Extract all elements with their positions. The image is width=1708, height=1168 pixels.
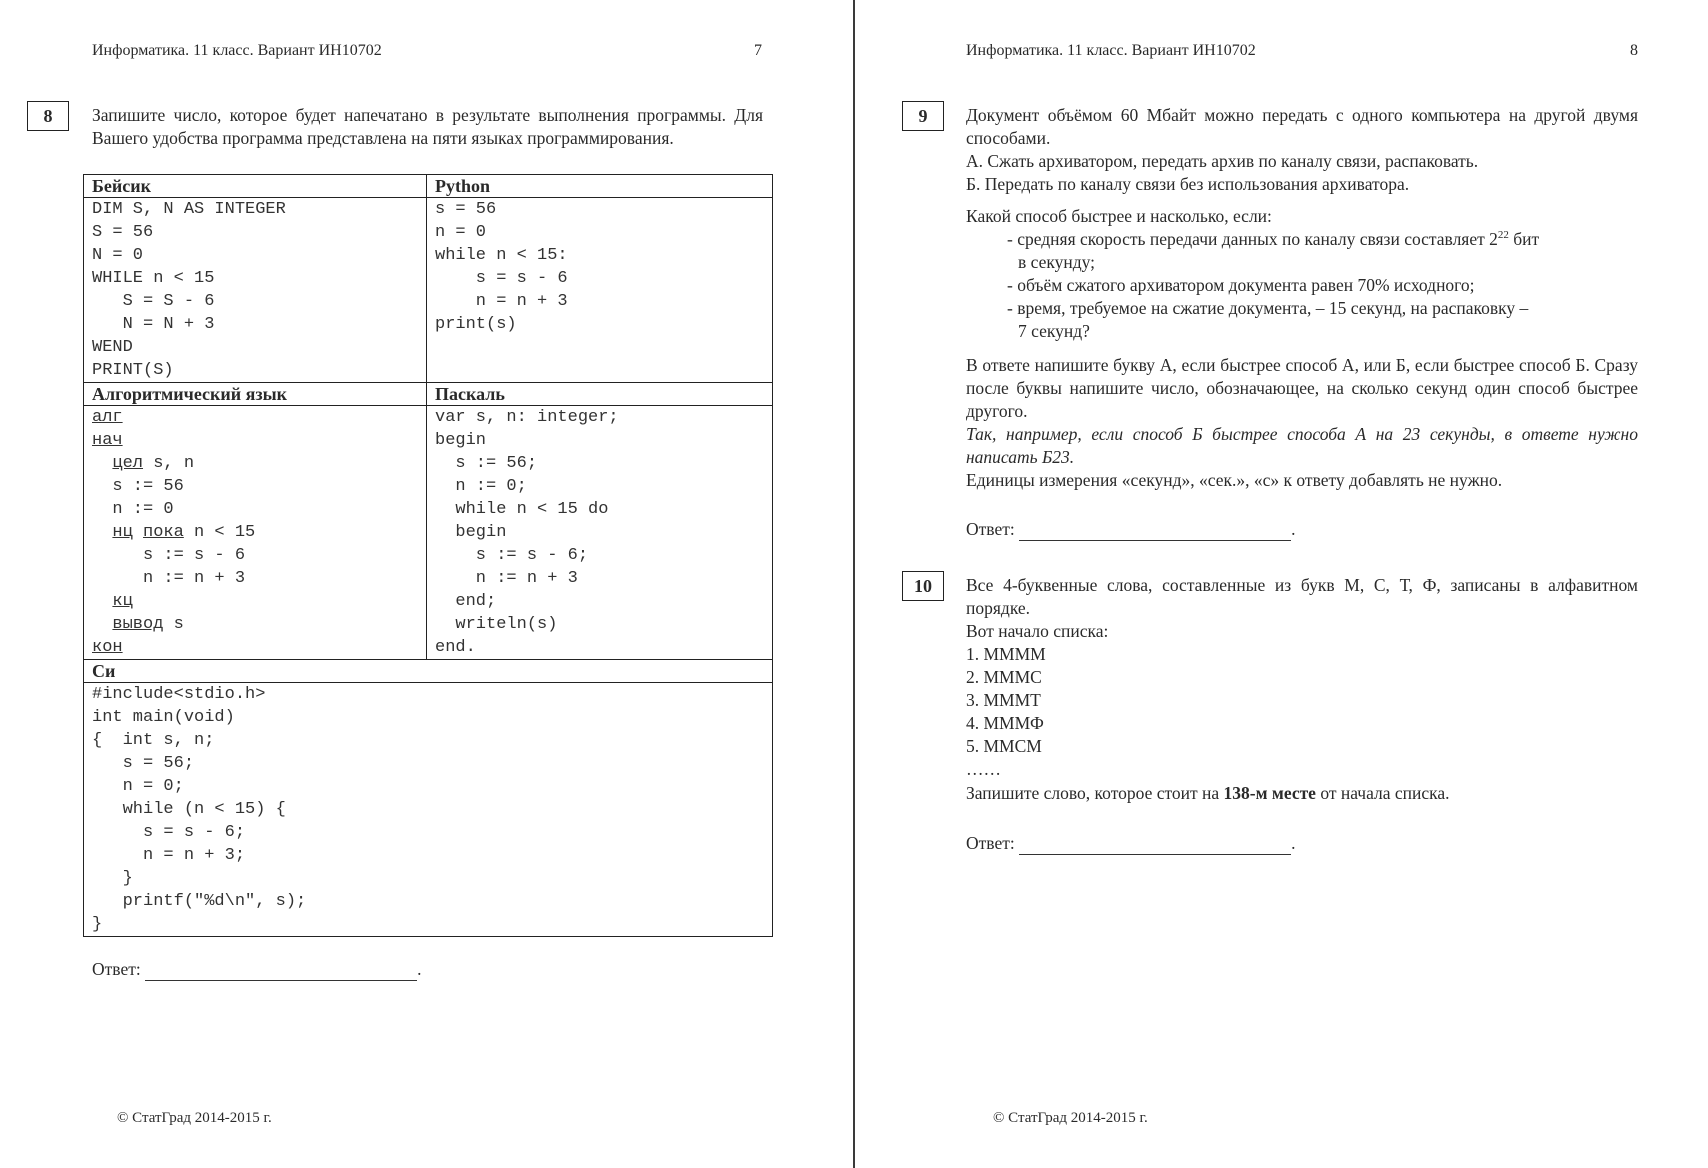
answer-instructions: В ответе напишите букву А, если быстрее способ А, или Б, если быстрее способ Б. Сразу после буквы напишите число, обозначающее, на сколько секунд один способ быстрее другого. — [966, 355, 1638, 421]
code-line: { int s, n; — [92, 731, 215, 750]
code-line: s = s - 6 — [435, 269, 568, 288]
list-item: 5. ММСМ — [966, 736, 1042, 756]
code-line: end; — [435, 592, 497, 611]
code-line: s = 56; — [92, 754, 195, 773]
keyword: нач — [92, 431, 123, 450]
code-line: n := 0 — [92, 500, 174, 519]
answer-field[interactable] — [145, 962, 417, 981]
answer-field[interactable] — [1019, 836, 1291, 855]
code-line: s := 56 — [92, 477, 184, 496]
code-line: } — [92, 915, 103, 934]
question-emphasis: 138-м месте — [1223, 783, 1316, 803]
answer-label: Ответ: — [92, 959, 141, 979]
algo-code — [84, 406, 427, 660]
list-item: 3. МММТ — [966, 690, 1041, 710]
code-text: n < 15 — [183, 523, 256, 542]
code-line: begin — [435, 431, 487, 450]
condition-time: - время, требуемое на сжатие документа, – 15 секунд, на распаковку – — [1007, 298, 1529, 318]
code-line: s = s - 6; — [92, 823, 246, 842]
code-line — [92, 613, 418, 636]
code-line: #include<stdio.h> — [92, 685, 266, 704]
code-line: S = S - 6 — [92, 292, 215, 311]
code-line — [92, 590, 418, 613]
answer-end: . — [1291, 833, 1296, 853]
code-line: s = 56 — [435, 200, 497, 219]
code-line: DIM S, N AS INTEGER — [92, 200, 286, 219]
code-line: n := n + 3 — [92, 569, 246, 588]
answer-label: Ответ: — [966, 833, 1015, 853]
code-line: WEND — [92, 338, 133, 357]
task-number-box: 10 — [902, 571, 944, 601]
code-line: n = n + 3; — [92, 846, 246, 865]
condition-text: бит — [1508, 229, 1540, 249]
answer-label: Ответ: — [966, 519, 1015, 539]
code-line: while (n < 15) { — [92, 800, 286, 819]
code-line: printf("%d\n", s); — [92, 892, 307, 911]
list-item: 2. МММС — [966, 667, 1042, 687]
algo-title: Алгоритмический язык — [84, 383, 427, 406]
condition-text: - средняя скорость передачи данных по каналу связи составляет 2 — [1007, 229, 1498, 249]
c-code — [84, 683, 773, 937]
list-ellipsis: …… — [966, 759, 1001, 779]
code-line — [92, 521, 418, 544]
code-line — [92, 452, 418, 475]
code-line: WHILE n < 15 — [92, 269, 215, 288]
code-line — [92, 429, 418, 452]
keyword: пока — [143, 523, 184, 542]
question-text: Запишите слово, которое стоит на — [966, 783, 1224, 803]
list-intro: Вот начало списка: — [966, 621, 1109, 641]
page-header: Информатика. 11 класс. Вариант ИН10702 — [966, 42, 1256, 59]
task-number-box: 8 — [27, 101, 69, 131]
python-code — [427, 198, 773, 383]
basic-title: Бейсик — [84, 175, 427, 198]
task-question: Какой способ быстрее и насколько, если: — [966, 206, 1272, 226]
condition-size: - объём сжатого архиватором документа равен 70% исходного; — [1007, 275, 1475, 295]
task-text: Все 4-буквенные слова, составленные из букв М, С, Т, Ф, записаны в алфавитном порядке. — [966, 575, 1638, 618]
code-line: s := 56; — [435, 454, 538, 473]
code-table — [83, 174, 773, 937]
answer-field[interactable] — [1019, 522, 1291, 541]
units-note: Единицы измерения «секунд», «сек.», «с» к ответу добавлять не нужно. — [966, 470, 1503, 490]
code-text: s — [163, 615, 184, 634]
page-number: 8 — [1630, 42, 1638, 59]
code-line: begin — [435, 523, 507, 542]
code-line — [92, 406, 418, 429]
c-title: Си — [84, 660, 773, 683]
pascal-code — [427, 406, 773, 660]
code-line: print(s) — [435, 315, 517, 334]
task-text: Запишите число, которое будет напечатано в результате выполнения программы. Для Вашего удобства программа представлена на пяти языках программирования. — [92, 105, 763, 148]
code-line: N = N + 3 — [92, 315, 215, 334]
code-text: s, n — [143, 454, 195, 473]
list-item: 4. МММФ — [966, 713, 1044, 733]
option-b: Б. Передать по каналу связи без использования архиватора. — [966, 174, 1410, 194]
pascal-title: Паскаль — [427, 383, 773, 406]
code-line: n = 0; — [92, 777, 184, 796]
page-number: 7 — [754, 42, 762, 59]
code-line: n := 0; — [435, 477, 527, 496]
task-number-box: 9 — [902, 101, 944, 131]
condition-speed — [1007, 228, 1638, 251]
code-line: while n < 15: — [435, 246, 568, 265]
page-header: Информатика. 11 класс. Вариант ИН10702 — [92, 42, 382, 59]
task-question — [966, 782, 1450, 805]
code-line: end. — [435, 638, 476, 657]
answer-end: . — [1291, 519, 1296, 539]
code-line: n := n + 3 — [435, 569, 578, 588]
code-line: n = n + 3 — [435, 292, 568, 311]
keyword: кц — [112, 592, 133, 611]
basic-code — [84, 198, 427, 383]
code-line: while n < 15 do — [435, 500, 609, 519]
code-line: writeln(s) — [435, 615, 558, 634]
footer-copyright: © СтатГрад 2014-2015 г. — [993, 1110, 1148, 1126]
condition-speed-cont: в секунду; — [1018, 252, 1096, 272]
answer-end: . — [417, 959, 422, 979]
left-page — [0, 0, 853, 1168]
keyword: алг — [92, 408, 123, 427]
answer-row — [92, 958, 421, 981]
code-line: } — [92, 869, 133, 888]
option-a: А. Сжать архиватором, передать архив по каналу связи, распаковать. — [966, 151, 1479, 171]
code-line — [92, 636, 418, 659]
python-title: Python — [427, 175, 773, 198]
keyword: нц — [112, 523, 133, 542]
keyword: вывод — [112, 615, 164, 634]
code-line: int main(void) — [92, 708, 235, 727]
code-line: n = 0 — [435, 223, 487, 242]
code-line: PRINT(S) — [92, 361, 174, 380]
question-text: от начала списка. — [1315, 783, 1450, 803]
keyword: цел — [112, 454, 144, 473]
keyword: кон — [92, 638, 123, 657]
list-item: 1. ММММ — [966, 644, 1046, 664]
code-line: s := s - 6; — [435, 546, 589, 565]
right-page — [855, 0, 1708, 1168]
condition-time-cont: 7 секунд? — [1018, 321, 1090, 341]
exponent: 22 — [1497, 229, 1509, 242]
code-line: S = 56 — [92, 223, 154, 242]
answer-row — [966, 518, 1295, 541]
code-line: var s, n: integer; — [435, 408, 619, 427]
answer-example: Так, например, если способ Б быстрее способа А на 23 секунды, в ответе нужно написать Б23. — [966, 424, 1638, 467]
task-intro: Документ объёмом 60 Мбайт можно передать с одного компьютера на другой двумя способами. — [966, 105, 1638, 148]
footer-copyright: © СтатГрад 2014-2015 г. — [117, 1110, 272, 1126]
code-line: s := s - 6 — [92, 546, 246, 565]
answer-row — [966, 832, 1295, 855]
code-line: N = 0 — [92, 246, 144, 265]
